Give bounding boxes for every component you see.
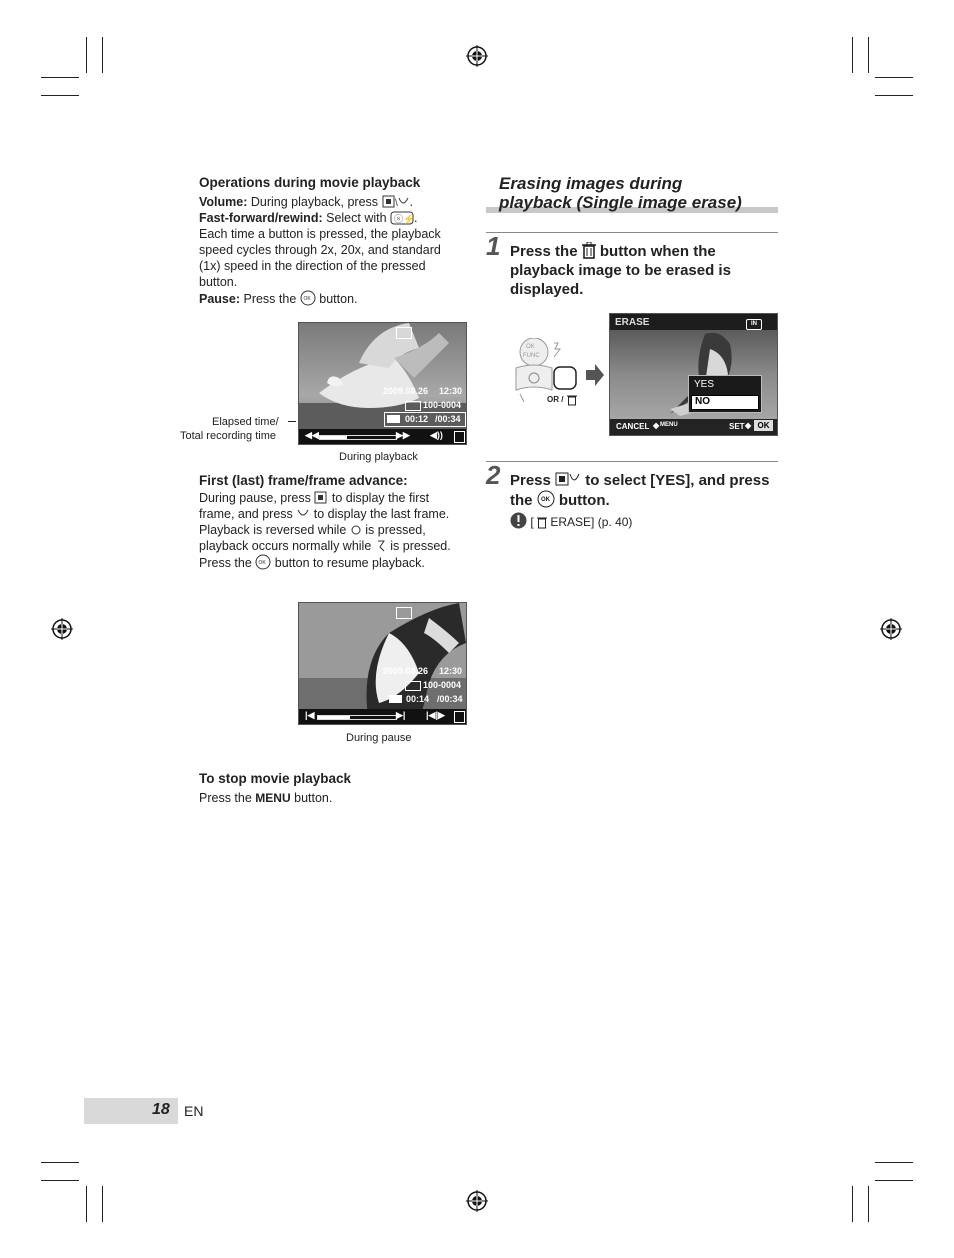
pause-text: Press the — [243, 292, 297, 306]
left-button-icon — [350, 523, 362, 537]
in-badge-icon — [387, 415, 400, 423]
set-arrow: ◆ — [745, 421, 752, 430]
option-no: NO — [695, 396, 710, 407]
menu-button-label: MENU — [255, 791, 291, 805]
ff-label: Fast-forward/rewind: — [199, 211, 323, 225]
screen2-time: 12:30 — [439, 666, 463, 676]
step2-text-a: Press — [510, 472, 551, 489]
note-bracket: [ — [530, 515, 534, 529]
up-button-icon — [314, 491, 328, 505]
frame-body-3: to display the last frame. Playback is reversed while — [199, 507, 450, 537]
frame-body-1: During pause, press — [199, 491, 311, 505]
progress-fill — [318, 716, 350, 719]
page-number: 18 — [152, 1101, 170, 1118]
erase-screen — [609, 313, 778, 436]
or-trash-label: OR / — [547, 395, 564, 404]
ok-badge: OK — [754, 420, 773, 431]
caption-pause: During pause — [346, 732, 412, 744]
right-button-icon — [375, 539, 387, 553]
up-down-buttons-icon — [382, 195, 410, 209]
crop-mark — [102, 37, 103, 73]
trash-icon — [567, 394, 577, 406]
left-right-buttons-icon — [390, 211, 414, 225]
screen2-total: /00:34 — [437, 694, 463, 704]
crop-mark — [868, 37, 869, 73]
svg-text:ⓢ⚡: ⓢ⚡ — [394, 214, 415, 224]
registration-mark-icon — [51, 618, 73, 640]
frame-body-4: is pressed, playback occurs normally while — [199, 523, 426, 553]
progress-bar — [319, 435, 397, 440]
movie-icon — [396, 607, 412, 619]
frame-body — [199, 490, 467, 571]
screen1-elapsed: 00:12 — [405, 414, 429, 424]
crop-mark — [852, 1186, 853, 1222]
volume-label: Volume: — [199, 195, 248, 209]
frame-body-5: is pressed. Press the — [199, 539, 451, 570]
registration-mark-icon — [466, 1190, 488, 1212]
stop-text-a: Press the — [199, 791, 252, 805]
crop-mark — [875, 95, 913, 96]
progress-bar — [317, 715, 397, 720]
crop-mark — [868, 1186, 869, 1222]
step1-number: 1 — [486, 231, 501, 261]
ff-line: Fast-forward/rewind: Select with ⓢ⚡ . — [199, 211, 418, 225]
ff-text: Select with — [326, 211, 387, 225]
crop-mark — [102, 1186, 103, 1222]
note-line — [510, 512, 632, 529]
pause-label: Pause: — [199, 292, 240, 306]
step2-text — [510, 471, 778, 510]
memory-icon — [405, 401, 421, 411]
erase-menu — [688, 375, 762, 413]
frame-body-6: button to resume playback. — [274, 556, 425, 570]
trash-icon — [537, 516, 547, 529]
pause-screen — [298, 602, 467, 725]
step2-text-c: button. — [558, 492, 610, 509]
crop-mark — [41, 95, 79, 96]
last-frame-icon: ▶| — [396, 710, 406, 720]
crop-mark — [86, 37, 87, 73]
screen2-file: 100-0004 — [423, 680, 462, 690]
crop-mark — [86, 1186, 87, 1222]
svg-text:OK: OK — [258, 560, 267, 566]
registration-mark-icon — [880, 618, 902, 640]
step1-text-b: button when the playback image to be erased is displayed. — [510, 243, 731, 298]
note-text: ERASE] (p. 40) — [550, 515, 633, 529]
memory-icon — [405, 681, 421, 691]
seagull-closeup-photo — [299, 603, 466, 724]
svg-text:FUNC: FUNC — [523, 353, 540, 359]
svg-text:OK: OK — [303, 296, 311, 302]
rewind-icon: ◀◀ — [305, 430, 319, 440]
fast-forward-icon: ▶▶ — [396, 430, 410, 440]
movie-icon — [396, 327, 412, 339]
set-label: SET — [729, 422, 745, 431]
in-badge: IN — [746, 319, 762, 330]
ok-button-icon — [255, 554, 271, 570]
step2-text-b: to select [YES], and press the — [510, 472, 770, 509]
elapsed-label-1: Elapsed time/ — [212, 416, 279, 428]
caution-icon — [510, 512, 527, 529]
crop-mark — [875, 1180, 913, 1181]
crop-mark — [41, 77, 79, 78]
down-button-icon — [296, 507, 310, 521]
menu-label: MENU — [660, 422, 678, 428]
trash-icon — [582, 242, 596, 259]
ok-button-icon — [537, 490, 555, 508]
ok-button-icon — [300, 290, 316, 306]
frame-step-icon: |◀|▶ — [426, 710, 445, 720]
stop-line — [199, 790, 332, 806]
frame-body-2: to display the first frame, and press — [199, 491, 430, 521]
crop-mark — [875, 77, 913, 78]
svg-text:\: \ — [394, 198, 398, 209]
stop-text-b: button. — [294, 791, 333, 805]
nav-pad-icon — [454, 431, 465, 443]
ops-heading: Operations during movie playback — [199, 175, 421, 190]
leader-line — [288, 421, 296, 422]
volume-line: Volume: During playback, press \ . — [199, 195, 413, 209]
crop-mark — [41, 1162, 79, 1163]
crop-mark — [41, 1180, 79, 1181]
caption-playback: During playback — [339, 451, 418, 463]
option-no-highlight[interactable] — [691, 395, 759, 410]
section-title — [499, 174, 742, 212]
crop-mark — [875, 1162, 913, 1163]
pause-text-b: button. — [319, 292, 358, 306]
screen1-time: 12:30 — [439, 386, 463, 396]
elapsed-label-2: Total recording time — [180, 430, 276, 442]
step1-text-a: Press the — [510, 243, 578, 260]
step-divider — [486, 232, 778, 233]
screen2-elapsed: 00:14 — [406, 694, 430, 704]
language-label: EN — [184, 1103, 204, 1119]
nav-pad-icon — [454, 711, 465, 723]
section-title-line1: Erasing images during — [499, 174, 683, 193]
pause-line — [199, 290, 469, 307]
volume-icon: ◀)) — [430, 430, 443, 440]
step-divider — [486, 461, 778, 462]
stop-heading: To stop movie playback — [199, 771, 352, 786]
step1-text — [510, 242, 775, 299]
arrow-right-icon — [586, 364, 604, 386]
svg-text:OK: OK — [526, 344, 535, 350]
screen1-file: 100-0004 — [423, 400, 462, 410]
first-frame-icon: |◀ — [305, 710, 315, 720]
step2-number: 2 — [486, 460, 501, 490]
screen2-date: 2009.08.26 — [383, 666, 429, 676]
cancel-arrow: ◆ — [653, 421, 660, 430]
volume-text: During playback, press — [250, 195, 379, 209]
erase-title: ERASE — [615, 317, 650, 328]
screen1-date: 2009.08.26 — [383, 386, 429, 396]
up-down-buttons-icon — [555, 471, 581, 488]
svg-text:OK: OK — [540, 497, 550, 503]
frame-heading: First (last) frame/frame advance: — [199, 473, 408, 488]
playback-screen — [298, 322, 467, 445]
screen1-total: /00:34 — [435, 414, 461, 424]
section-title-line2: playback (Single image erase) — [499, 193, 742, 212]
ff-body: Each time a button is pressed, the playback speed cycles through 2x, 20x, and standard (1x) speed in the direction of the pressed button. — [199, 227, 441, 289]
in-badge-icon — [389, 695, 402, 703]
progress-fill — [320, 436, 347, 439]
registration-mark-icon — [466, 45, 488, 67]
cancel-label: CANCEL — [616, 422, 650, 431]
crop-mark — [852, 37, 853, 73]
option-yes[interactable]: YES — [694, 379, 715, 390]
